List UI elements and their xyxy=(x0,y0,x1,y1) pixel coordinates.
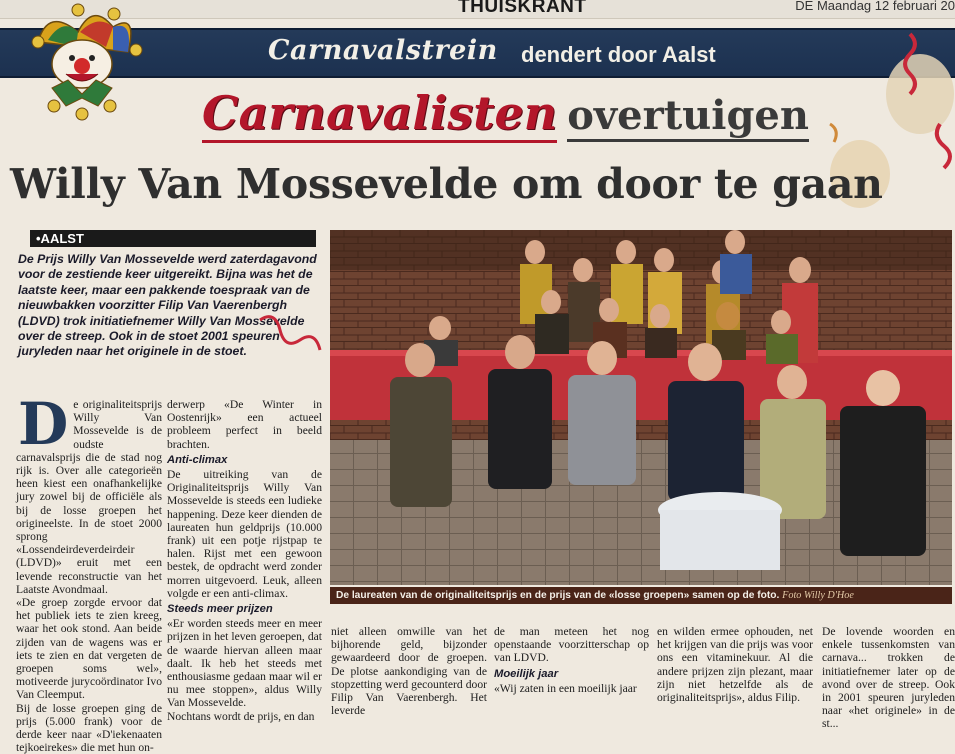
col4-paragraph-1: de man meteen het nog openstaande voorzitterschap op van LDVD. xyxy=(494,625,649,665)
paper-name: THUISKRANT xyxy=(458,0,587,17)
col1-paragraph-3: Bij de losse groepen ging de prijs (5.000 frank) voor de derde keer naar «D'iekenaaten tejkoeirekes» die met hun on- xyxy=(16,701,162,754)
col2-paragraph-2: De uitreiking van de Originaliteitsprijs Willy Van Mossevelde is steeds een ludieke happening. Deze keer dienden de laureaten hun geldprijs (10.000 frank) uit een potje rijstpap te halen. Rijst met een gewoon bestek, de opdracht werd zonder morren uitgevoerd. Leuk, alleen volgde er een anti-climax. xyxy=(167,468,322,600)
subheading-anti-climax: Anti-climax xyxy=(167,453,228,466)
col6-paragraph-1: De lovende woorden en enkele tussenkomsten van carnava... trokken de initiatiefnemer later op de avond over de streep. Ook in 2001 speuren juryleden naar «het originele» in de st... xyxy=(822,625,955,731)
headline-line1-rest: overtuigen xyxy=(567,92,809,142)
col2-paragraph-3: «Er worden steeds meer en meer prijzen in het leven geroepen, dat de waarde hiervan alleen maar daalt. Ik heb het steeds met enthousiasme gedaan maar wil er nu mee stoppen», aldus Willy Van Mossevelde. xyxy=(167,617,322,710)
headline-red-word: Carnavalisten xyxy=(202,86,557,143)
article-column-5 xyxy=(657,625,813,704)
group-photo-image xyxy=(330,230,952,585)
banner-title-script: Carnavalstrein xyxy=(268,35,498,66)
intro-lead: De Prijs Willy Van Mossevelde werd zaterdagavond voor de zestiende keer uitgereikt. Bijna was het de laatste keer, maar een pakkende toespraak van de nieuwbakken voorzitter Filip Van Vaerenbergh (LDVD) trok initiatiefnemer Willy Van Mossevelde over de streep. Ook in de stoet 2001 speuren juryleden naar het originele in de stoet. xyxy=(18,252,317,359)
photo-caption xyxy=(330,587,952,604)
jester-illustration xyxy=(18,2,148,132)
article-column-6 xyxy=(822,625,955,731)
col1-paragraph-2: «De groep zorgde ervoor dat het publiek iets te zien kreeg, waar het ook stond. Aan beide zijden van de wagens was er iets te zien en dat vergeten de groepen soms wel», motiveerde jurycoördinator Ivo Van Cleemput. xyxy=(16,596,162,702)
photo-caption-text: De laureaten van de originaliteitsprijs en de prijs van de «losse groepen» samen op de foto. xyxy=(336,590,780,601)
col2-paragraph-4: Nochtans wordt de prijs, en dan xyxy=(167,709,315,723)
article-column-2 xyxy=(167,398,322,723)
headline-line-2: Willy Van Mossevelde om door te gaan xyxy=(10,160,883,208)
issue-date: DE Maandag 12 februari 20 xyxy=(795,0,955,13)
col2-paragraph-1: derwerp «De Winter in Oostenrijk» een actueel probleem perfect in beeld brachten. xyxy=(167,398,322,451)
headline-line-1 xyxy=(202,86,809,140)
drop-cap: D xyxy=(18,390,69,458)
subheading-moeilijk-jaar: Moeilijk jaar xyxy=(494,667,559,680)
article-column-3 xyxy=(331,625,487,717)
photo-credit: Foto Willy D'Hoe xyxy=(782,590,854,601)
group-photo xyxy=(330,230,952,585)
banner-title-sans: dendert door Aalst xyxy=(521,42,716,67)
subheading-steeds-meer-prijzen: Steeds meer prijzen xyxy=(167,603,273,616)
article-column-4 xyxy=(494,625,649,695)
col5-paragraph-1: en wilden ermee ophouden, net het krijgen van die prijs was voor ons een vitaminekuur. Al die andere prijzen zijn plezant, maar zijn niet hetzelfde als de originaliteitsprijs», aldus Filip. xyxy=(657,625,813,705)
article-column-1 xyxy=(16,390,162,754)
col1-paragraph-1: e originaliteitsprijs Willy Van Mossevelde is de oudste carnavalsprijs die de stad nog rijk is. Over alle categorieën heen kiest een onafhankelijke jury zowel bij de officiële als bij de losse groepen het origineelste. In de stoet 2000 sprong «Lossendeirdeverdeirdeir (LDVD)» eruit met een levende reconstructie van het Laatste Avondmaal. xyxy=(16,398,162,596)
streamer-decoration xyxy=(255,310,325,370)
col3-paragraph-1: niet alleen omwille van het bijhorende geld, bijzonder gewaardeerd door de groepen. De plotse aankondiging van de stopzetting werd gecounterd door Filip Van Vaerenbergh. Het leverde xyxy=(331,625,487,718)
col4-paragraph-2: «Wij zaten in een moeilijk jaar xyxy=(494,681,637,695)
location-kicker: •AALST xyxy=(30,230,316,247)
